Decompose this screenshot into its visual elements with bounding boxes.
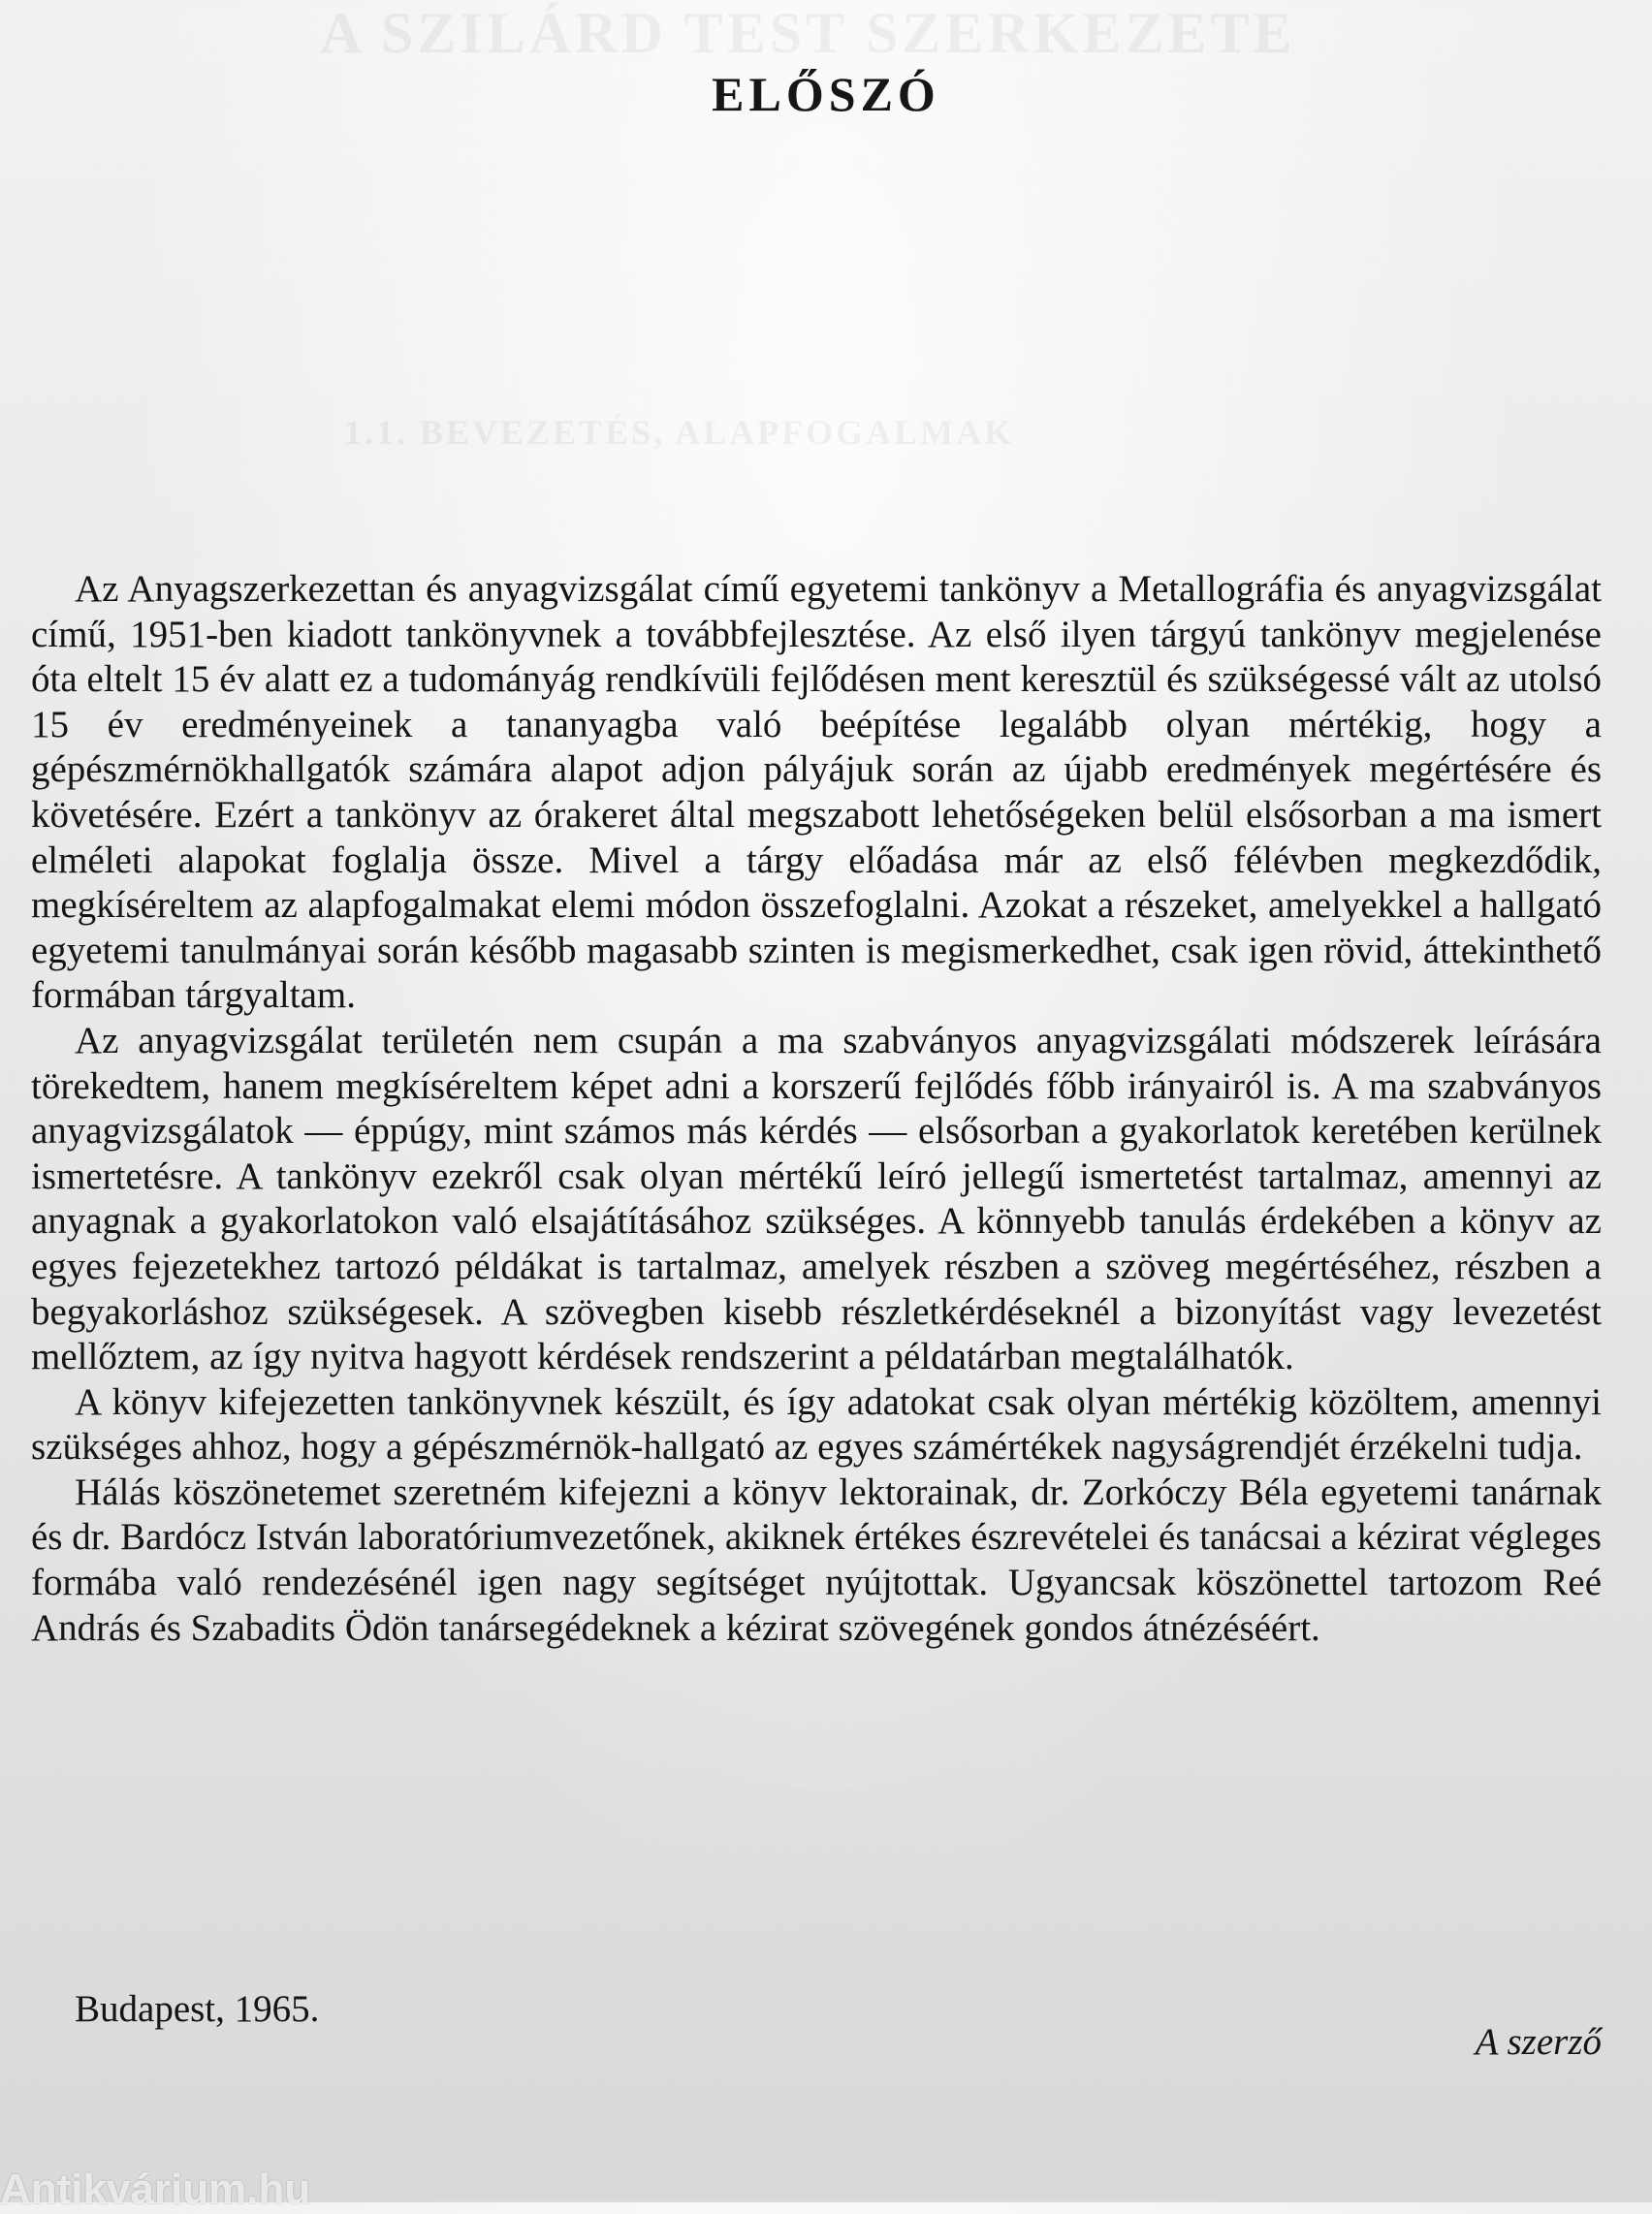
page-title: ELŐSZÓ — [712, 66, 940, 121]
paragraph-2: Az anyagvizsgálat területén nem csupán a ma szabványos anyagvizsgálati módszerek leírására törekedtem, hanem megkíséreltem képet adni a korszerű fejlődés főbb irányairól is. A ma szabványos anyagvizsgálatok — éppúgy, mint számos más kérdés — elsősorban a gyakorlatok keretében kerülnek ismertetésre. A tankönyv ezekről csak olyan mértékű leíró jellegű ismertetést tartalmaz, amennyi az anyagnak a gyakorlatokon való elsajátításához szükséges. A könnyebb tanulás érdekében a könyv az egyes fejezetekhez tartozó példákat is tartalmaz, amelyek részben a szöveg megértéséhez, részben a begyakorláshoz szükségesek. A szövegben kisebb részletkérdéseknél a bizonyítást vagy levezetést mellőztem, az így nyitva hagyott kérdések rendszerint a példatárban megtalálhatók. — [31, 1019, 1602, 1378]
paragraph-4: Hálás köszönetemet szeretném kifejezni a könyv lektorainak, dr. Zorkóczy Béla egyetemi tanárnak és dr. Bardócz István laboratóriumvezetőnek, akiknek értékes észrevételei és tanácsai a kézirat végleges formába való rendezésénél igen nagy segítséget nyújtottak. Ugyancsak köszönettel tartozom Reé András és Szabadits Ödön tanársegédeknek a kézirat szövegének gondos átnézéséért. — [31, 1471, 1602, 1649]
show-through-subheading: 1.1. BEVEZETÉS, ALAPFOGALMAK — [344, 413, 1015, 452]
show-through-heading: A SZILÁRD TEST SZERKEZETE — [320, 1, 1296, 65]
paragraph-1: Az Anyagszerkezettan és anyagvizsgálat című egyetemi tankönyv a Metallográfia és anyagvizsgálat című, 1951-ben kiadott tankönyvnek a továbbfejlesztése. Az első ilyen tárgyú tankönyv megjelenése óta eltelt 15 év alatt ez a tudományág rendkívüli fejlődésen ment keresztül és szükségessé vált az utolsó 15 év eredményeinek a tananyagba való beépítése legalább olyan mértékig, hogy a gépészmérnökhallgatók számára alapot adjon pályájuk során az újabb eredmények megértésére és követésére. Ezért a tankönyv az órakeret által megszabott lehetőségeken belül elsősorban a ma ismert elméleti alapokat foglalja össze. Mivel a tárgy előadása már az első félévben megkezdődik, megkíséreltem az alapfogalmakat elemi módon összefoglalni. Azokat a részeket, amelyekkel a hallgató egyetemi tanulmányai során később magasabb szinten is megismerkedhet, csak igen rövid, áttekinthető formában tárgyaltam. — [31, 568, 1602, 1017]
signature-block — [31, 1987, 1602, 2063]
preface-body — [31, 567, 1602, 1651]
place-date: Budapest, 1965. — [75, 1988, 320, 2030]
paragraph-3: A könyv kifejezetten tankönyvnek készült, és így adatokat csak olyan mértékig közöltem, amennyi szükséges ahhoz, hogy a gépészmérnök-hallgató az egyes számértékek nagyságrendjét érzékelni tudja. — [31, 1380, 1602, 1469]
author-signature: A szerző — [1475, 2021, 1602, 2063]
watermark: Antikvárium.hu — [0, 2166, 311, 2213]
